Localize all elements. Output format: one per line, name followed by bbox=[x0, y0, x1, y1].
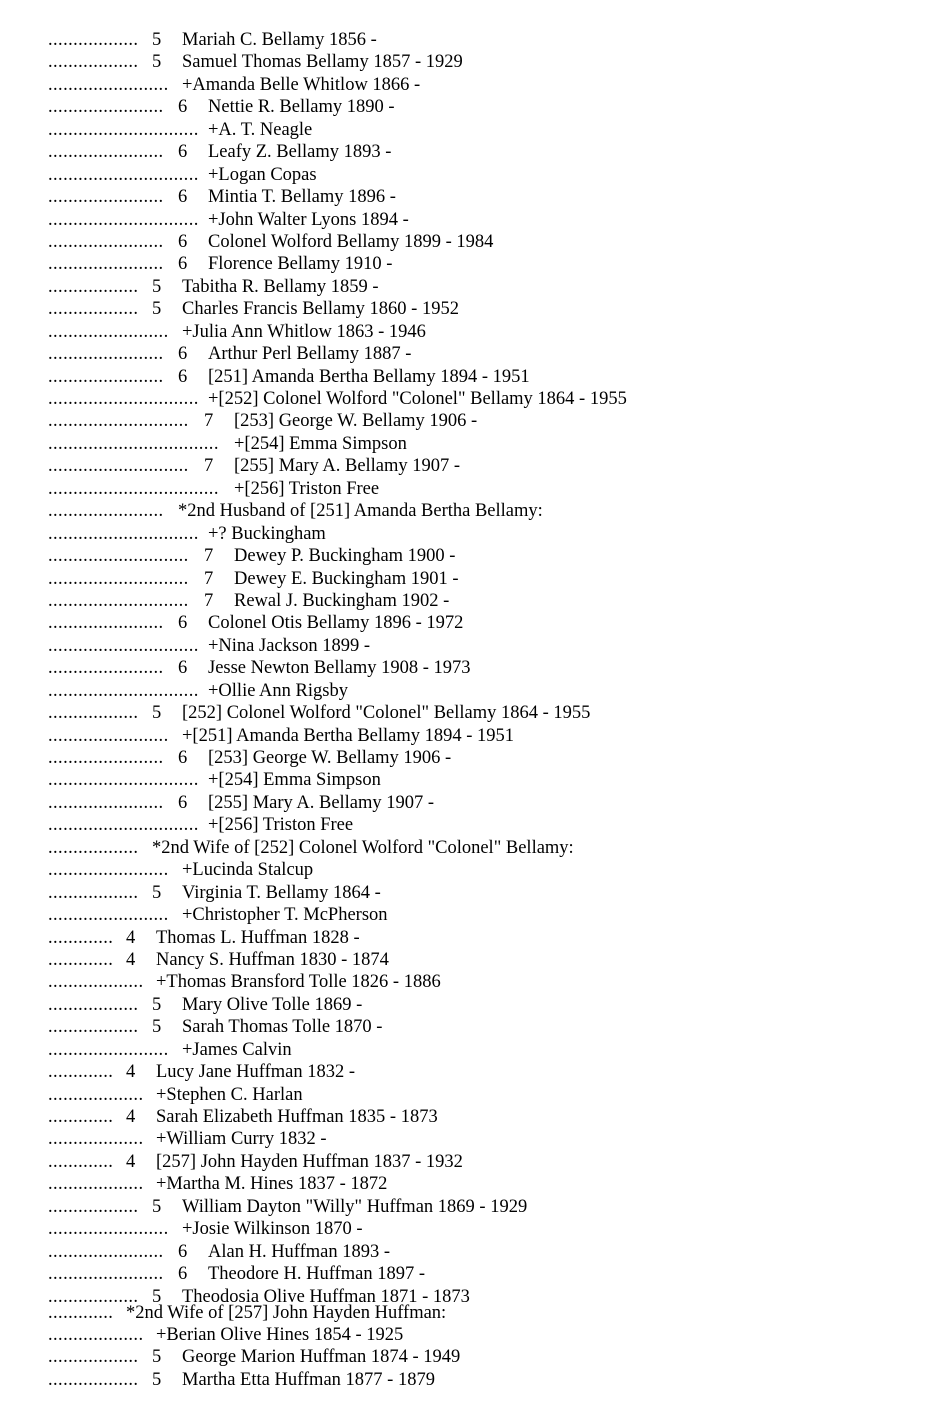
list-item bbox=[0, 792, 932, 814]
dot-leader: ....................... bbox=[48, 254, 164, 275]
list-item bbox=[0, 1263, 932, 1285]
dot-leader: ....................... bbox=[48, 658, 164, 679]
generation-number: 6 bbox=[178, 231, 188, 252]
dot-leader: .............................. bbox=[48, 770, 199, 791]
genealogy-list bbox=[0, 29, 932, 1391]
dot-leader: .................. bbox=[48, 994, 139, 1015]
list-item bbox=[0, 366, 932, 388]
spouse-name: +John Walter Lyons 1894 - bbox=[208, 209, 409, 230]
dot-leader: .................. bbox=[48, 1017, 139, 1038]
list-item bbox=[0, 298, 932, 320]
person-name: Arthur Perl Bellamy 1887 - bbox=[208, 344, 412, 365]
list-item bbox=[0, 119, 932, 141]
dot-leader: .............................. bbox=[48, 815, 199, 836]
list-item bbox=[0, 680, 932, 702]
generation-number: 7 bbox=[204, 546, 214, 567]
dot-leader: .................. bbox=[48, 882, 139, 903]
person-name: [252] Colonel Wolford "Colonel" Bellamy 1864 - 1955 bbox=[182, 703, 591, 724]
generation-number: 5 bbox=[152, 1347, 162, 1368]
person-name: [257] John Hayden Huffman 1837 - 1932 bbox=[156, 1151, 463, 1172]
person-name: Dewey P. Buckingham 1900 - bbox=[234, 546, 456, 567]
dot-leader: ............................ bbox=[48, 456, 189, 477]
person-name: Dewey E. Buckingham 1901 - bbox=[234, 568, 459, 589]
person-name: Theodosia Olive Huffman 1871 - 1873 bbox=[182, 1286, 470, 1302]
generation-number: 6 bbox=[178, 142, 188, 163]
list-item bbox=[0, 635, 932, 657]
generation-number: 5 bbox=[152, 30, 162, 50]
spouse-name: +William Curry 1832 - bbox=[156, 1129, 327, 1150]
person-name: George Marion Huffman 1874 - 1949 bbox=[182, 1347, 461, 1368]
list-item bbox=[0, 141, 932, 163]
list-item bbox=[0, 433, 932, 455]
dot-leader: .............................. bbox=[48, 119, 199, 140]
list-item bbox=[0, 904, 932, 926]
spouse-name: +Thomas Bransford Tolle 1826 - 1886 bbox=[156, 972, 441, 993]
list-item bbox=[0, 612, 932, 634]
dot-leader: ........................ bbox=[48, 905, 169, 926]
list-item bbox=[0, 96, 932, 118]
list-item bbox=[0, 253, 932, 275]
dot-leader: .................. bbox=[48, 1369, 139, 1390]
dot-leader: .................. bbox=[48, 1347, 139, 1368]
person-name: [255] Mary A. Bellamy 1907 - bbox=[208, 792, 435, 813]
spouse-name: +Ollie Ann Rigsby bbox=[208, 680, 348, 701]
generation-number: 4 bbox=[126, 1062, 136, 1083]
list-item bbox=[0, 1196, 932, 1218]
spouse-name: +Nina Jackson 1899 - bbox=[208, 635, 371, 656]
dot-leader: .............................. bbox=[48, 635, 199, 656]
dot-leader: ........................ bbox=[48, 321, 169, 342]
generation-number: 5 bbox=[152, 276, 162, 297]
generation-number: 5 bbox=[152, 52, 162, 73]
dot-leader: ................... bbox=[48, 1129, 144, 1150]
spouse-name: +Logan Copas bbox=[208, 164, 317, 185]
spouse-name: +[254] Emma Simpson bbox=[208, 770, 381, 791]
dot-leader: ....................... bbox=[48, 1241, 164, 1262]
dot-leader: ....................... bbox=[48, 792, 164, 813]
generation-number: 6 bbox=[178, 344, 188, 365]
list-item bbox=[0, 321, 932, 343]
spouse-name: +Berian Olive Hines 1854 - 1925 bbox=[156, 1324, 404, 1345]
dot-leader: .............................. bbox=[48, 389, 199, 409]
list-item bbox=[0, 747, 932, 769]
list-item bbox=[0, 702, 932, 724]
person-name: Theodore H. Huffman 1897 - bbox=[208, 1264, 425, 1285]
list-item bbox=[0, 478, 932, 500]
person-name: Virginia T. Bellamy 1864 - bbox=[182, 882, 381, 903]
list-item bbox=[0, 1302, 932, 1324]
dot-leader: ....................... bbox=[48, 97, 164, 118]
list-item bbox=[0, 1128, 932, 1150]
list-item bbox=[0, 1369, 932, 1391]
list-item bbox=[0, 209, 932, 231]
list-item bbox=[0, 545, 932, 567]
generation-number: 4 bbox=[126, 1151, 136, 1172]
generation-number: 5 bbox=[152, 299, 162, 320]
list-item bbox=[0, 164, 932, 186]
spouse-name: +[252] Colonel Wolford "Colonel" Bellamy 1864 - 1955 bbox=[208, 389, 627, 409]
dot-leader: .................. bbox=[48, 1286, 139, 1302]
list-item bbox=[0, 1346, 932, 1368]
dot-leader: .............................. bbox=[48, 164, 199, 185]
person-name: Nettie R. Bellamy 1890 - bbox=[208, 97, 395, 118]
dot-leader: .................................. bbox=[48, 433, 219, 454]
dot-leader: .................. bbox=[48, 276, 139, 297]
spouse-name: +Amanda Belle Whitlow 1866 - bbox=[182, 74, 421, 95]
dot-leader: ........................ bbox=[48, 1219, 169, 1240]
generation-number: 6 bbox=[178, 1241, 188, 1262]
list-item bbox=[0, 343, 932, 365]
dot-leader: ........................ bbox=[48, 725, 169, 746]
generation-number: 5 bbox=[152, 1286, 162, 1302]
spouse-name: +[256] Triston Free bbox=[208, 815, 354, 836]
person-name: Colonel Otis Bellamy 1896 - 1972 bbox=[208, 613, 464, 634]
generation-number: 7 bbox=[204, 456, 214, 477]
person-name: Sarah Thomas Tolle 1870 - bbox=[182, 1017, 383, 1038]
person-name: Jesse Newton Bellamy 1908 - 1973 bbox=[208, 658, 471, 679]
dot-leader: .................. bbox=[48, 30, 139, 50]
list-item bbox=[0, 971, 932, 993]
person-name: Mintia T. Bellamy 1896 - bbox=[208, 187, 396, 208]
dot-leader: ........................ bbox=[48, 860, 169, 881]
dot-leader: ............. bbox=[48, 927, 114, 948]
list-item bbox=[0, 949, 932, 971]
spouse-name: +Julia Ann Whitlow 1863 - 1946 bbox=[182, 321, 426, 342]
spouse-name: +Christopher T. McPherson bbox=[182, 905, 388, 926]
dot-leader: .................. bbox=[48, 1196, 139, 1217]
person-name: Samuel Thomas Bellamy 1857 - 1929 bbox=[182, 52, 463, 73]
list-item bbox=[0, 500, 932, 522]
dot-leader: ....................... bbox=[48, 748, 164, 768]
generation-number: 7 bbox=[204, 568, 214, 589]
list-item bbox=[0, 186, 932, 208]
spouse-name: +Lucinda Stalcup bbox=[182, 860, 314, 881]
person-name: [251] Amanda Bertha Bellamy 1894 - 1951 bbox=[208, 366, 530, 387]
list-item bbox=[0, 1218, 932, 1240]
person-name: Rewal J. Buckingham 1902 - bbox=[234, 590, 450, 611]
dot-leader: .............................. bbox=[48, 209, 199, 230]
dot-leader: ............................ bbox=[48, 590, 189, 611]
generation-number: 6 bbox=[178, 187, 188, 208]
dot-leader: .............................. bbox=[48, 523, 199, 544]
person-name: Mary Olive Tolle 1869 - bbox=[182, 994, 363, 1015]
generation-number: 4 bbox=[126, 949, 136, 970]
list-item bbox=[0, 51, 932, 73]
person-name: Colonel Wolford Bellamy 1899 - 1984 bbox=[208, 231, 494, 252]
person-name: Nancy S. Huffman 1830 - 1874 bbox=[156, 949, 389, 970]
person-name: Tabitha R. Bellamy 1859 - bbox=[182, 276, 379, 297]
generation-number: 4 bbox=[126, 927, 136, 948]
dot-leader: ....................... bbox=[48, 142, 164, 163]
dot-leader: ............. bbox=[48, 1302, 114, 1323]
dot-leader: ................... bbox=[48, 1084, 144, 1105]
generation-number: 7 bbox=[204, 590, 214, 611]
dot-leader: ............................ bbox=[48, 546, 189, 567]
dot-leader: .............................. bbox=[48, 680, 199, 701]
dot-leader: .................................. bbox=[48, 478, 219, 499]
dot-leader: ............. bbox=[48, 1062, 114, 1083]
generation-number: 4 bbox=[126, 1107, 136, 1127]
person-name: [253] George W. Bellamy 1906 - bbox=[208, 748, 452, 768]
generation-number: 5 bbox=[152, 703, 162, 724]
list-item bbox=[0, 231, 932, 253]
list-item bbox=[0, 1061, 932, 1083]
person-name: Martha Etta Huffman 1877 - 1879 bbox=[182, 1369, 435, 1390]
dot-leader: ....................... bbox=[48, 187, 164, 208]
dot-leader: ....................... bbox=[48, 366, 164, 387]
list-item bbox=[0, 859, 932, 881]
dot-leader: .................. bbox=[48, 299, 139, 320]
list-item bbox=[0, 1324, 932, 1346]
spouse-name: +[256] Triston Free bbox=[234, 478, 380, 499]
dot-leader: ....................... bbox=[48, 501, 164, 522]
list-item bbox=[0, 74, 932, 96]
dot-leader: ........................ bbox=[48, 1039, 169, 1060]
list-item bbox=[0, 814, 932, 836]
list-item bbox=[0, 657, 932, 679]
list-item bbox=[0, 994, 932, 1016]
dot-leader: ................... bbox=[48, 1324, 144, 1345]
generation-number: 5 bbox=[152, 1196, 162, 1217]
dot-leader: .................. bbox=[48, 52, 139, 73]
dot-leader: ............................ bbox=[48, 411, 189, 432]
dot-leader: ............. bbox=[48, 1107, 114, 1127]
generation-number: 6 bbox=[178, 658, 188, 679]
marriage-note: *2nd Wife of [257] John Hayden Huffman: bbox=[126, 1302, 447, 1323]
dot-leader: ................... bbox=[48, 1174, 144, 1195]
list-item bbox=[0, 29, 932, 51]
list-item bbox=[0, 410, 932, 432]
spouse-name: +Martha M. Hines 1837 - 1872 bbox=[156, 1174, 388, 1195]
person-name: Sarah Elizabeth Huffman 1835 - 1873 bbox=[156, 1107, 438, 1127]
generation-number: 6 bbox=[178, 97, 188, 118]
generation-number: 5 bbox=[152, 994, 162, 1015]
list-item bbox=[0, 1173, 932, 1195]
person-name: Thomas L. Huffman 1828 - bbox=[156, 927, 360, 948]
spouse-name: +Stephen C. Harlan bbox=[156, 1084, 303, 1105]
generation-number: 5 bbox=[152, 882, 162, 903]
list-item bbox=[0, 455, 932, 477]
marriage-note: *2nd Husband of [251] Amanda Bertha Bellamy: bbox=[178, 501, 543, 522]
list-item bbox=[0, 388, 932, 410]
list-item bbox=[0, 1106, 932, 1128]
list-item bbox=[0, 1084, 932, 1106]
list-item bbox=[0, 276, 932, 298]
spouse-name: +James Calvin bbox=[182, 1039, 292, 1060]
list-item bbox=[0, 568, 932, 590]
generation-number: 5 bbox=[152, 1017, 162, 1038]
person-name: [253] George W. Bellamy 1906 - bbox=[234, 411, 478, 432]
list-item bbox=[0, 1241, 932, 1263]
spouse-name: +? Buckingham bbox=[208, 523, 326, 544]
generation-number: 7 bbox=[204, 411, 214, 432]
person-name: Lucy Jane Huffman 1832 - bbox=[156, 1062, 355, 1083]
marriage-note: *2nd Wife of [252] Colonel Wolford "Colonel" Bellamy: bbox=[152, 837, 574, 858]
list-item bbox=[0, 1039, 932, 1061]
dot-leader: ............. bbox=[48, 1151, 114, 1172]
list-item bbox=[0, 590, 932, 612]
person-name: [255] Mary A. Bellamy 1907 - bbox=[234, 456, 461, 477]
dot-leader: ....................... bbox=[48, 231, 164, 252]
person-name: Florence Bellamy 1910 - bbox=[208, 254, 393, 275]
dot-leader: ................... bbox=[48, 972, 144, 993]
list-item bbox=[0, 725, 932, 747]
generation-number: 6 bbox=[178, 1264, 188, 1285]
dot-leader: ....................... bbox=[48, 613, 164, 634]
list-item bbox=[0, 837, 932, 859]
dot-leader: ............. bbox=[48, 949, 114, 970]
generation-number: 6 bbox=[178, 748, 188, 768]
spouse-name: +Josie Wilkinson 1870 - bbox=[182, 1219, 363, 1240]
list-item bbox=[0, 1151, 932, 1173]
list-item bbox=[0, 927, 932, 949]
dot-leader: ....................... bbox=[48, 1264, 164, 1285]
list-item bbox=[0, 882, 932, 904]
generation-number: 6 bbox=[178, 366, 188, 387]
dot-leader: .................. bbox=[48, 837, 139, 858]
list-item bbox=[0, 1286, 932, 1302]
person-name: Mariah C. Bellamy 1856 - bbox=[182, 30, 377, 50]
generation-number: 6 bbox=[178, 613, 188, 634]
person-name: Charles Francis Bellamy 1860 - 1952 bbox=[182, 299, 459, 320]
person-name: William Dayton "Willy" Huffman 1869 - 1929 bbox=[182, 1196, 528, 1217]
dot-leader: ....................... bbox=[48, 344, 164, 365]
dot-leader: .................. bbox=[48, 703, 139, 724]
generation-number: 6 bbox=[178, 254, 188, 275]
list-item bbox=[0, 523, 932, 545]
person-name: Alan H. Huffman 1893 - bbox=[208, 1241, 391, 1262]
dot-leader: ........................ bbox=[48, 74, 169, 95]
spouse-name: +A. T. Neagle bbox=[208, 119, 313, 140]
spouse-name: +[251] Amanda Bertha Bellamy 1894 - 1951 bbox=[182, 725, 515, 746]
person-name: Leafy Z. Bellamy 1893 - bbox=[208, 142, 392, 163]
generation-number: 5 bbox=[152, 1369, 162, 1390]
dot-leader: ............................ bbox=[48, 568, 189, 589]
spouse-name: +[254] Emma Simpson bbox=[234, 433, 407, 454]
list-item bbox=[0, 769, 932, 791]
generation-number: 6 bbox=[178, 792, 188, 813]
list-item bbox=[0, 1016, 932, 1038]
